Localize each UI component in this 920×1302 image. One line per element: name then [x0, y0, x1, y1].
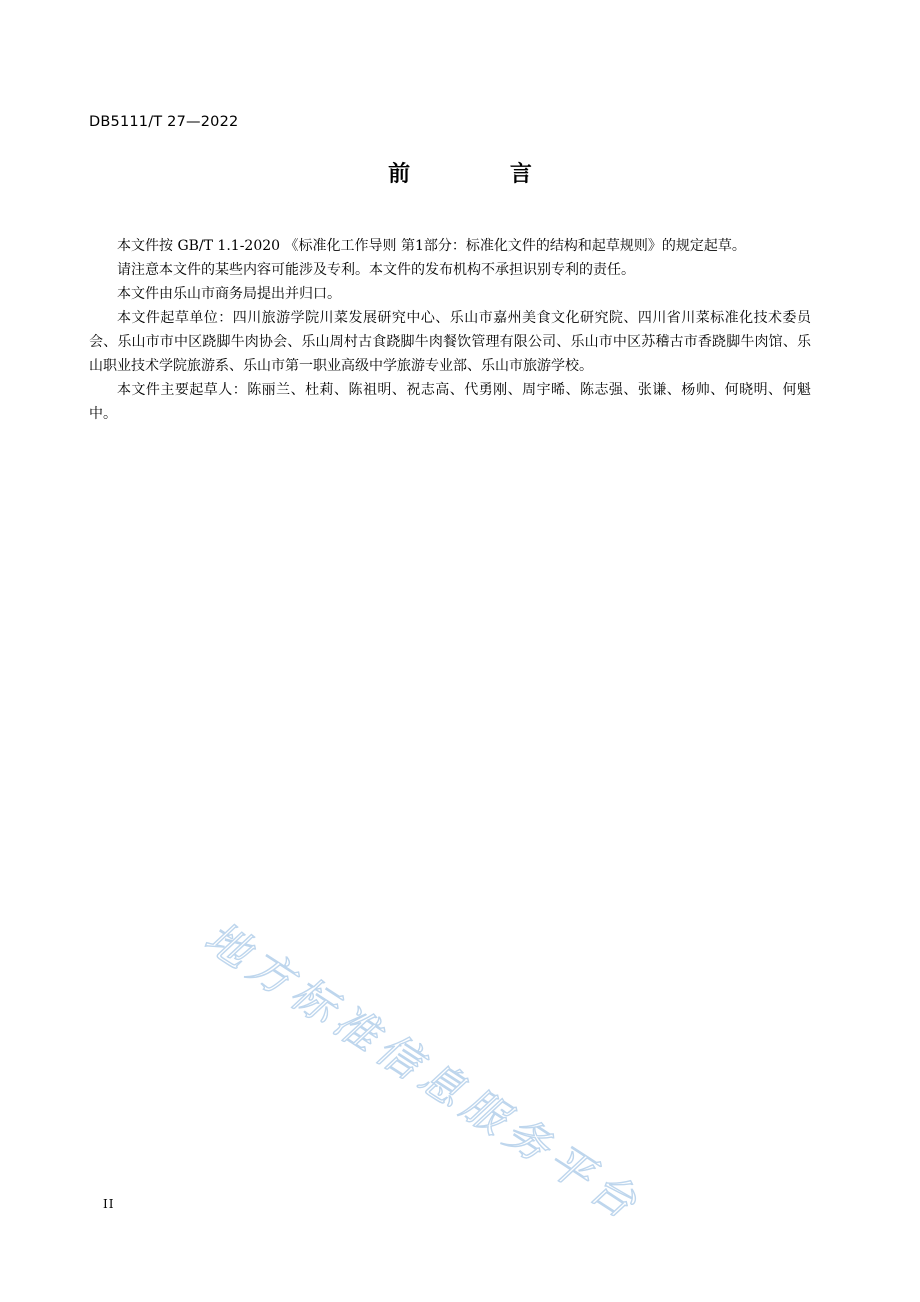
page-title: 前 言: [388, 162, 578, 187]
paragraph-proposer: 本文件由乐山市商务局提出并归口。: [117, 286, 341, 302]
paragraph-drafting-units: 本文件起草单位：四川旅游学院川菜发展研究中心、乐山市嘉州美食文化研究院、四川省川菜标准化技术委员会、乐山市市中区跷脚牛肉协会、乐山周村古食跷脚牛肉餐饮管理有限公司、乐山市中区苏稽古市香跷脚牛肉馆、乐山职业技术学院旅游系、乐山市第一职业高级中学旅游专业部、乐山市旅游学校。: [89, 310, 811, 374]
paragraph-drafters: 本文件主要起草人：陈丽兰、杜莉、陈祖明、祝志高、代勇刚、周宇晞、陈志强、张谦、杨帅、何晓明、何魁中。: [89, 382, 811, 422]
paragraph-drafting-rules: 本文件按 GB/T 1.1-2020 《标准化工作导则 第1部分：标准化文件的结构和起草规则》的规定起草。: [117, 238, 746, 254]
paragraph-patent-notice: 请注意本文件的某些内容可能涉及专利。本文件的发布机构不承担识别专利的责任。: [117, 262, 635, 278]
watermark: 地方标准信息服务平台: [195, 912, 651, 1233]
page-number: II: [103, 1197, 115, 1211]
foreword-body: [89, 234, 811, 426]
document-code: DB5111/T 27—2022: [89, 114, 239, 130]
